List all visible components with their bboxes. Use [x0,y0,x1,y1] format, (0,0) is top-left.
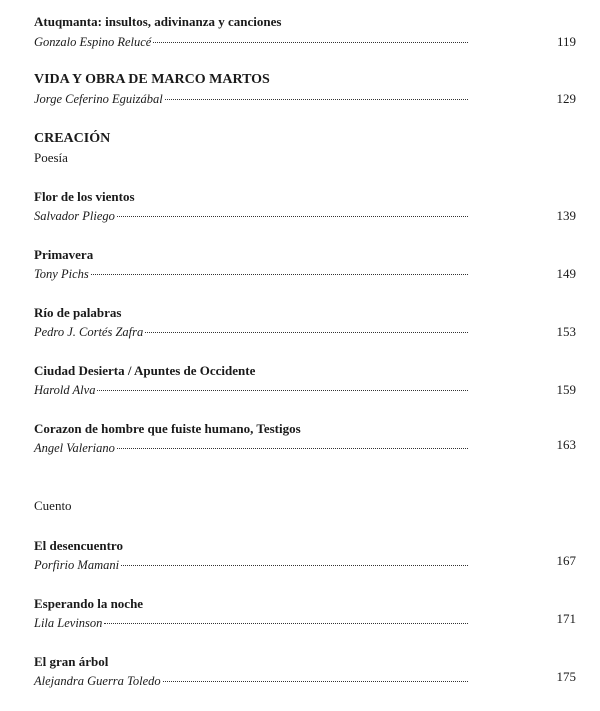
entry-author-line [34,673,468,689]
entry-title: VIDA Y OBRA DE MARCO MARTOS [34,72,270,87]
entry-author-line [34,208,468,224]
entry-author: Porfirio Mamani [34,558,120,572]
dot-leader [165,99,468,100]
dot-leader [91,274,468,275]
entry-author: Angel Valeriano [34,441,115,455]
dot-leader [117,216,468,217]
entry-page-number: 167 [556,553,576,568]
dot-leader [117,448,468,449]
entry-author-line [34,382,468,398]
entry-title: Primavera [34,247,94,262]
entry-page-number: 163 [556,437,576,452]
entry-title: Ciudad Desierta / Apuntes de Occidente [34,363,256,378]
entry-page-number: 119 [556,34,576,49]
entry-author-line [34,91,468,107]
entry-page-number: 159 [556,382,576,397]
dot-leader [163,681,468,682]
entry-page-number: 171 [556,611,576,626]
entry-author: Salvador Pliego [34,209,115,223]
entry-author: Gonzalo Espino Relucé [34,35,152,49]
entry-author: Jorge Ceferino Eguizábal [34,92,163,106]
entry-title: Atuqmanta: insultos, adivinanza y canciones [34,14,282,29]
entry-author-line [34,34,468,50]
dot-leader [97,390,468,391]
entry-title: El gran árbol [34,654,109,669]
entry-author: Alejandra Guerra Toledo [34,674,161,688]
entry-page-number: 149 [556,266,576,281]
entry-author-line [34,266,468,282]
entry-author-line [34,615,468,631]
entry-title: Esperando la noche [34,596,144,611]
entry-page-number: 129 [556,91,576,106]
entry-title: Río de palabras [34,305,122,320]
entry-page-number: 153 [556,324,576,339]
dot-leader [121,565,468,566]
entry-author-line [34,557,468,573]
entry-title: Corazon de hombre que fuiste humano, Testigos [34,421,301,436]
entry-author: Lila Levinson [34,616,103,630]
entry-author: Tony Pichs [34,267,89,281]
entry-page-number: 175 [556,669,576,684]
subsection-heading: Poesía [34,150,68,165]
entry-author: Harold Alva [34,383,96,397]
entry-title: El desencuentro [34,538,123,553]
subsection-heading: Cuento [34,498,72,513]
entry-author-line [34,324,468,340]
entry-page-number: 139 [556,208,576,223]
entry-author-line [34,440,468,456]
section-heading: CREACIÓN [34,131,111,146]
entry-author: Pedro J. Cortés Zafra [34,325,144,339]
dot-leader [153,42,468,43]
entry-title: Flor de los vientos [34,189,135,204]
dot-leader [104,623,468,624]
dot-leader [145,332,468,333]
